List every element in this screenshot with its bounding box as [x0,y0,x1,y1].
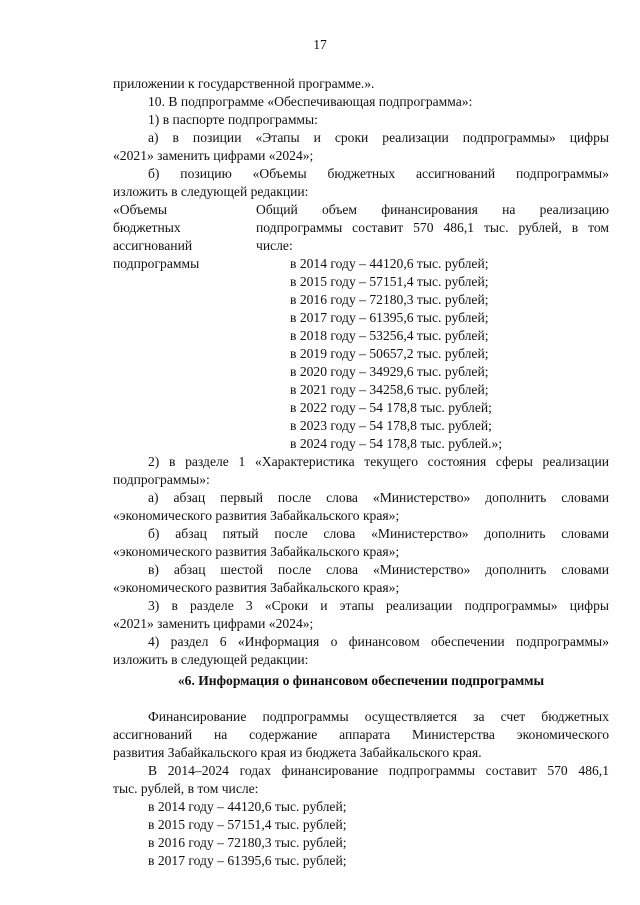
text-line: Финансирование подпрограммы осуществляется за счет бюджетных [148,709,609,724]
section-heading: «6. Информация о финансовом обеспечении подпрограммы [177,673,545,688]
passport-year: в 2024 году – 54 178,8 тыс. рублей.»; [290,436,503,451]
text-line: в) абзац шестой после слова «Министерство» дополнить словами [148,562,609,577]
text-line: «экономического развития Забайкальского края»; [113,580,400,595]
passport-label: ассигнований [113,238,193,253]
passport-year: в 2017 году – 61395,6 тыс. рублей; [290,310,489,325]
text-line: 3) в разделе 3 «Сроки и этапы реализации подпрограммы» цифры [148,598,609,613]
passport-year: в 2014 году – 44120,6 тыс. рублей; [290,256,489,271]
text-line: 4) раздел 6 «Информация о финансовом обеспечении подпрограммы» [148,634,609,649]
text-line: «экономического развития Забайкальского края»; [113,544,400,559]
text-line: в 2015 году – 57151,4 тыс. рублей; [148,817,347,832]
text-line: изложить в следующей редакции: [113,652,309,667]
text-line: ассигнований на содержание аппарата Министерства экономического [113,727,609,742]
passport-text: Общий объем финансирования на реализацию [256,202,609,217]
text-line: б) позицию «Объемы бюджетных ассигнований подпрограммы» [148,166,609,181]
passport-year: в 2022 году – 54 178,8 тыс. рублей; [290,400,492,415]
text-line: а) абзац первый после слова «Министерство» дополнить словами [148,490,609,505]
passport-year: в 2023 году – 54 178,8 тыс. рублей; [290,418,492,433]
text-line: а) в позиции «Этапы и сроки реализации подпрограммы» цифры [148,130,609,145]
passport-text: числе: [256,238,293,253]
text-line: «2021» заменить цифрами «2024»; [113,616,314,631]
text-line: 2) в разделе 1 «Характеристика текущего состояния сферы реализации [148,454,609,469]
page-number: 17 [313,37,327,52]
text-line: 1) в паспорте подпрограммы: [148,112,318,127]
text-line: тыс. рублей, в том числе: [113,781,259,796]
text-line: б) абзац пятый после слова «Министерство» дополнить словами [148,526,609,541]
passport-year: в 2020 году – 34929,6 тыс. рублей; [290,364,489,379]
passport-year: в 2018 году – 53256,4 тыс. рублей; [290,328,489,343]
passport-label: «Объемы [113,202,167,217]
passport-year: в 2019 году – 50657,2 тыс. рублей; [290,346,489,361]
passport-label: подпрограммы [113,256,200,271]
text-line: 10. В подпрограмме «Обеспечивающая подпрограмма»: [148,94,473,109]
text-line: приложении к государственной программе.». [113,76,375,91]
text-line: в 2014 году – 44120,6 тыс. рублей; [148,799,347,814]
passport-label: бюджетных [113,220,181,235]
text-line: подпрограммы»: [113,472,210,487]
text-line: В 2014–2024 годах финансирование подпрограммы составит 570 486,1 [148,763,609,778]
text-line: «экономического развития Забайкальского края»; [113,508,400,523]
text-line: в 2016 году – 72180,3 тыс. рублей; [148,835,347,850]
passport-year: в 2016 году – 72180,3 тыс. рублей; [290,292,489,307]
text-line: в 2017 году – 61395,6 тыс. рублей; [148,853,347,868]
passport-year: в 2015 году – 57151,4 тыс. рублей; [290,274,489,289]
passport-year: в 2021 году – 34258,6 тыс. рублей; [290,382,489,397]
text-line: «2021» заменить цифрами «2024»; [113,148,314,163]
text-line: изложить в следующей редакции: [113,184,309,199]
passport-text: подпрограммы составит 570 486,1 тыс. рублей, в том [256,220,609,235]
text-line: развития Забайкальского края из бюджета Забайкальского края. [113,745,482,760]
